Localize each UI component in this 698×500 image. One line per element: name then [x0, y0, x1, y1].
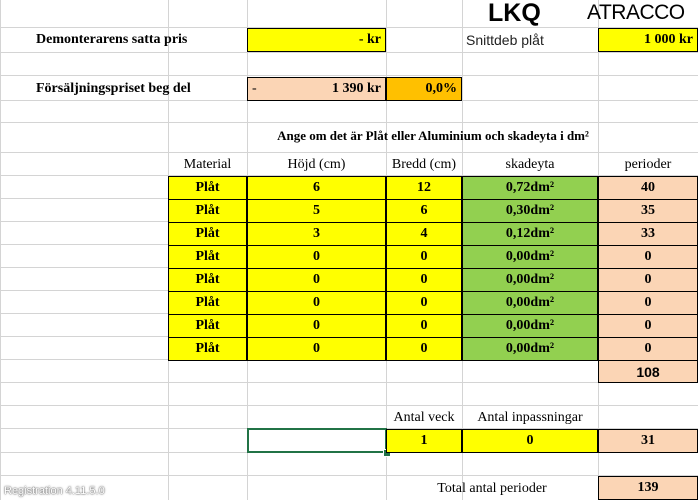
sale-price-label: Försäljningspriset beg del — [36, 81, 191, 96]
registration-version: Registration 4.11.5.0 — [4, 485, 105, 497]
height-cell[interactable]: 3 — [247, 222, 386, 246]
width-cell[interactable]: 6 — [386, 199, 462, 223]
material-cell[interactable]: Plåt — [168, 222, 247, 246]
width-cell[interactable]: 0 — [386, 314, 462, 338]
periods-cell[interactable]: 33 — [598, 222, 698, 246]
atracco-logo: ATRACCO — [587, 1, 685, 24]
width-cell[interactable]: 12 — [386, 176, 462, 200]
height-cell[interactable]: 0 — [247, 268, 386, 292]
width-cell[interactable]: 0 — [386, 245, 462, 269]
width-cell[interactable]: 0 — [386, 337, 462, 361]
avg-debit-label: Snittdeb plåt — [466, 32, 544, 48]
fittings-cell[interactable]: 0 — [462, 429, 598, 453]
header-width: Bredd (cm) — [391, 156, 457, 172]
dismantler-price-label: Demonterarens satta pris — [36, 32, 188, 47]
material-cell[interactable]: Plåt — [168, 337, 247, 361]
dismantler-price-cell[interactable]: - kr — [247, 28, 386, 52]
instruction-text: Ange om det är Plåt eller Aluminium och skadeyta i dm² — [277, 128, 589, 143]
folds-periods-cell[interactable]: 31 — [598, 429, 698, 453]
periods-cell[interactable]: 0 — [598, 291, 698, 315]
periods-cell[interactable]: 0 — [598, 337, 698, 361]
material-cell[interactable]: Plåt — [168, 314, 247, 338]
selected-cell[interactable] — [247, 428, 387, 453]
area-cell[interactable]: 0,00dm² — [462, 291, 598, 315]
height-cell[interactable]: 0 — [247, 291, 386, 315]
periods-cell[interactable]: 35 — [598, 199, 698, 223]
sale-price-prefix: - — [252, 81, 257, 96]
sale-price-percent-cell[interactable]: 0,0% — [386, 77, 462, 101]
material-cell[interactable]: Plåt — [168, 291, 247, 315]
total-value-cell[interactable]: 139 — [598, 476, 698, 500]
height-cell[interactable]: 5 — [247, 199, 386, 223]
area-cell[interactable]: 0,00dm² — [462, 245, 598, 269]
width-cell[interactable]: 0 — [386, 268, 462, 292]
material-cell[interactable]: Plåt — [168, 268, 247, 292]
width-cell[interactable]: 0 — [386, 291, 462, 315]
header-periods: perioder — [624, 156, 672, 172]
height-cell[interactable]: 0 — [247, 337, 386, 361]
area-cell[interactable]: 0,30dm² — [462, 199, 598, 223]
header-area: skadeyta — [505, 156, 555, 172]
periods-cell[interactable]: 40 — [598, 176, 698, 200]
avg-debit-cell[interactable]: 1 000 kr — [598, 28, 698, 52]
sale-price-cell[interactable] — [247, 77, 386, 101]
area-cell[interactable]: 0,00dm² — [462, 314, 598, 338]
area-cell[interactable]: 0,00dm² — [462, 268, 598, 292]
height-cell[interactable]: 6 — [247, 176, 386, 200]
width-cell[interactable]: 4 — [386, 222, 462, 246]
total-label: Total antal perioder — [437, 480, 547, 496]
height-cell[interactable]: 0 — [247, 314, 386, 338]
sale-price-value: 1 390 kr — [332, 81, 381, 96]
material-cell[interactable]: Plåt — [168, 245, 247, 269]
area-cell[interactable]: 0,72dm² — [462, 176, 598, 200]
periods-cell[interactable]: 0 — [598, 314, 698, 338]
folds-label: Antal veck — [393, 409, 455, 425]
lkq-logo: LKQ — [488, 0, 541, 27]
area-cell[interactable]: 0,00dm² — [462, 337, 598, 361]
area-cell[interactable]: 0,12dm² — [462, 222, 598, 246]
height-cell[interactable]: 0 — [247, 245, 386, 269]
header-material: Material — [183, 156, 232, 172]
periods-cell[interactable]: 0 — [598, 268, 698, 292]
periods-cell[interactable]: 0 — [598, 245, 698, 269]
header-height: Höjd (cm) — [287, 156, 346, 172]
fittings-label: Antal inpassningar — [477, 409, 583, 425]
material-cell[interactable]: Plåt — [168, 199, 247, 223]
periods-sum-cell[interactable]: 108 — [598, 360, 698, 383]
folds-cell[interactable]: 1 — [386, 429, 462, 453]
material-cell[interactable]: Plåt — [168, 176, 247, 200]
